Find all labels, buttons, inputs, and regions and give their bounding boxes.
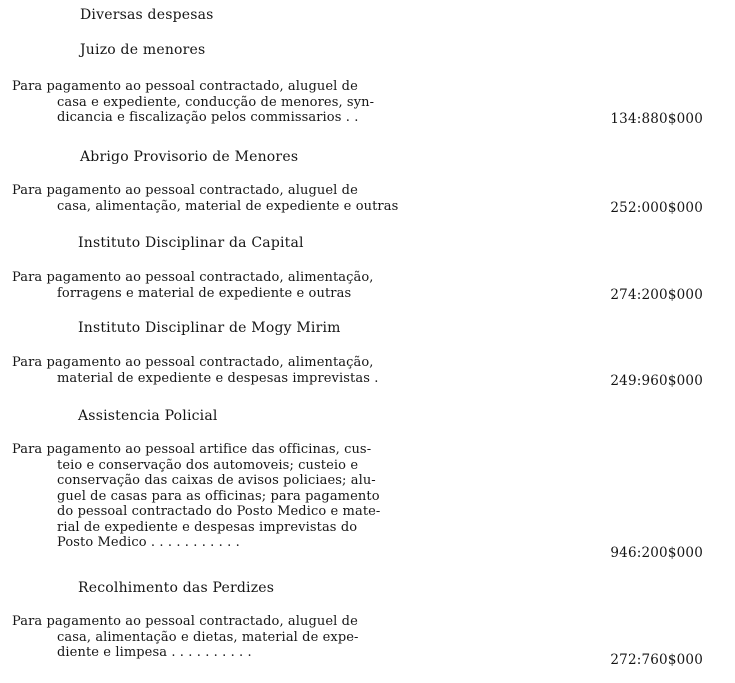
- description-line: casa e expediente, conducção de menores, syn-: [57, 94, 375, 110]
- description-line: Para pagamento ao pessoal contractado, aluguel de: [12, 79, 358, 94]
- section-heading-diversas-despesas: Diversas despesas: [80, 7, 214, 23]
- section-description-assistencia-policial: [12, 442, 442, 551]
- description-line: conservação das caixas de avisos policiaes; alu-: [57, 473, 376, 488]
- section-heading-juizo-de-menores: Juizo de menores: [80, 42, 206, 58]
- description-line: Para pagamento ao pessoal contractado, alimentação,: [12, 355, 374, 370]
- section-heading-abrigo-provisorio: Abrigo Provisorio de Menores: [80, 149, 299, 165]
- section-description-instituto-capital: [12, 270, 442, 301]
- section-description-recolhimento-perdizes: [12, 614, 442, 661]
- section-amount-juizo-de-menores: 134:880$000: [610, 111, 703, 127]
- description-line: Para pagamento ao pessoal artifice das officinas, cus-: [12, 442, 372, 457]
- section-amount-abrigo-provisorio: 252:000$000: [610, 200, 703, 216]
- description-line: teio e conservação dos automoveis; custeio e: [57, 457, 359, 473]
- description-line: rial de expediente e despesas imprevistas do: [57, 519, 358, 535]
- description-line: Para pagamento ao pessoal contractado, alimentação,: [12, 270, 374, 285]
- description-line: diente e limpesa . . . . . . . . . .: [57, 645, 252, 660]
- section-amount-instituto-mogy-mirim: 249:960$000: [610, 373, 703, 389]
- section-heading-assistencia-policial: Assistencia Policial: [78, 408, 218, 424]
- description-line: casa, alimentação e dietas, material de expe-: [57, 629, 359, 645]
- section-description-juizo-de-menores: [12, 79, 442, 126]
- section-description-abrigo-provisorio: [12, 183, 442, 214]
- description-line: dicancia e fiscalização pelos commissarios . .: [57, 110, 359, 125]
- description-line: do pessoal contractado do Posto Medico e mate-: [57, 504, 381, 519]
- description-line: Para pagamento ao pessoal contractado, aluguel de: [12, 614, 358, 629]
- section-heading-instituto-mogy-mirim: Instituto Disciplinar de Mogy Mirim: [78, 320, 341, 336]
- section-heading-recolhimento-perdizes: Recolhimento das Perdizes: [78, 580, 275, 596]
- section-description-instituto-mogy-mirim: [12, 355, 442, 386]
- description-line: guel de casas para as officinas; para pagamento: [57, 488, 380, 504]
- description-line: material de expediente e despesas imprevistas .: [57, 370, 379, 386]
- description-line: Para pagamento ao pessoal contractado, aluguel de: [12, 183, 358, 198]
- section-amount-assistencia-policial: 946:200$000: [610, 545, 703, 561]
- description-line: casa, alimentação, material de expediente e outras: [57, 198, 399, 214]
- section-heading-instituto-capital: Instituto Disciplinar da Capital: [78, 235, 304, 251]
- description-line: forragens e material de expediente e outras: [57, 285, 352, 301]
- description-line: Posto Medico . . . . . . . . . . .: [57, 535, 240, 550]
- section-amount-instituto-capital: 274:200$000: [610, 287, 703, 303]
- section-amount-recolhimento-perdizes: 272:760$000: [610, 652, 703, 668]
